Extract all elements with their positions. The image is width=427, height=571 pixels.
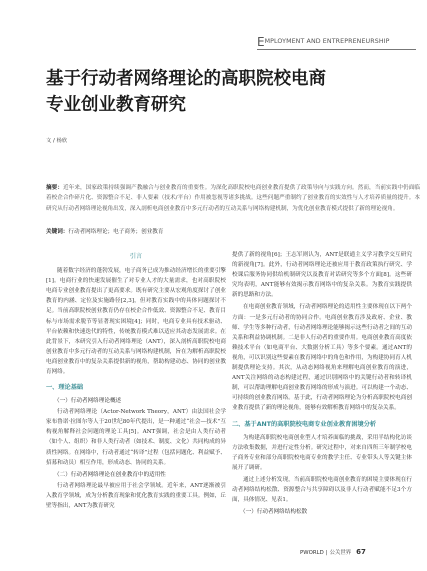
intro-paragraph: 随着数字经济的蓬勃发展，电子商务已成为推动经济增长的重要引擎[1]。电商行业的快速发展催生了对专业人才的大量需求，也对高职院校电商专业创业教育提出了更高要求。既有研究主要从宏观角度探讨了创业教育的内涵、定位及实施路径[2,3]，但对教育实践中的具体问题探讨不足。当前高职院校创业教育仍存在校企合作低效、资源整合不足、教育目标与市场需求脱节等显著现实困境[4]；同时，电商专业具有技术驱动、平台依赖和快速迭代的特性，传统教育模式难以适应其动态发展需求。在此背景下，本研究引入行动者网络理论（ANT），深入剖析高职院校电商创业教育中多元行动者的互动关系与网络构建机制，旨在为解析高职院校电商创业教育中的复杂关系提供新的视角，帮助构建动态、协同的创业教育网络。	[46, 268, 226, 376]
paragraph-ant-applicability: 行动者网络理论最早被应用于社会学领域。近年来，ANT逐渐被引入教育学领域，成为分析教育现象和优化教育实践的重要工具。例如，丘壁等指出，ANT为教育研究	[46, 482, 226, 509]
keywords-text: 行动者网络理论；电子商务；创业教育	[68, 229, 164, 235]
keywords-label: 关键词：	[46, 229, 69, 235]
section-heading-1: 一、理论基础	[46, 384, 84, 392]
footer-publication: PWORLD	[300, 550, 324, 556]
article-title-line2: 专业创业教育研究	[46, 95, 186, 115]
subsection-heading-1-1: （一）行动者网络理论概述	[54, 398, 122, 405]
keywords	[46, 227, 420, 237]
footer-separator: |	[325, 550, 328, 556]
section-tag-text: MPLOYMENT AND ENTREPRENEURSHIP	[264, 38, 390, 45]
abstract	[46, 183, 420, 214]
section-tag-rule	[257, 49, 416, 50]
section-heading-2: 二、基于ANT的高职院校电商专业创业教育困境分析	[232, 420, 377, 428]
paragraph-continued: 提供了新的视角[6]；王志军则认为，ANT是联通主义学习教学交互研究的新视角[7]。此外，行动者网络理论还被应用于教育政策执行研究、学校课后服务协同供给机制研究以及教育对话研究等多个方面[8]。这些研究均表明，ANT能够有效揭示教育网络中的复杂关系。为教育实践提供新的思路和方法。	[232, 252, 412, 299]
right-column	[232, 250, 412, 518]
paragraph-methods: 为构建高职院校电商创业型人才培养面临的挑战，采用半结构化访谈方法收集数据，并进行定性分析。研究过程中，对来自四所三年制学校电子商务专业和部分高职院校电商专业的教学主任、专业带头人等关键主体展开了调研。	[232, 434, 412, 471]
subsection-heading-1-2: （二）行动者网络理论在创业教育中的适用性	[54, 471, 166, 478]
article-title-line1: 基于行动者网络理论的高职院校电商	[46, 69, 326, 89]
page-number: 67	[356, 548, 366, 556]
abstract-text: 近年来，国家政策持续强调产教融合与创业教育的重要性。为深化高职院校电商创业教育提供了政策导向与实践方向。然而，当前实践中仍面临着校企合作碎片化、资源整合不足、非人要素（技术/平台）作用被忽视等诸多挑战。这些问题严重制约了创业教育的实效性与人才培养质量的提升。本研究从行动者网络理论视角出发，深入剖析电商创业教育中多元行动者的互动关系与网络构建机制，为优化创业教育模式提供了新的理论视角。	[46, 185, 420, 212]
paragraph-ant-ecommerce: 在电商创业教育领域，行动者网络理论的适用性主要体现在以下两个方面：一是多元行动者的协同合作。电商创业教育涉及政府、企业、教师、学生等多种行动者，行动者网络理论能够揭示这些行动者之间的互动关系和利益协调机制。二是非人行动者的重要作用。电商创业教育高度依赖技术平台（如电商平台、大数据分析工具）等多个要素。通过ANT的视角，可以识别这些要素在教育网络中的角色和作用，为构建协同育人机制提供理论支持。其次，从动态网络视角来理解电商创业教育的演进，ANT关注网络的动态构建过程，通过识别网络中的关键行动者和转译机制，可以帮助理解电商创业教育网络的形成与演进。可以构建一个动态、可持续的创业教育网络。基于此，行动者网络理论为分析高职院校电商创业教育提供了新的理论视角，能够有效解析教育网络中的复杂关系。	[232, 304, 412, 412]
paragraph-ant-overview: 行动者网络理论（Actor-Network Theory，ANT）由法国社会学家布鲁诺·拉图尔等人于20世纪80年代提出，是一种通过“社会—技术”互构视角解释社会问题的理论工具[5]。ANT强调，社会是由人类行动者（如个人、组织）和非人类行动者（如技术、制度、文化）共同构成的异质性网络。在网络中，行动者通过“转译”过程（包括问题化、利益赋予、招募和动员）相互作用，形成动态、协同的关系。	[46, 409, 226, 466]
section-tag	[257, 36, 390, 48]
section-tag-initial: E	[257, 35, 265, 49]
intro-heading: 引言	[129, 253, 143, 260]
article-title	[46, 66, 406, 118]
abstract-label: 摘要：	[46, 185, 64, 191]
subsection-heading-2-1: （一）行动者网络结构松散	[240, 509, 308, 516]
footer-publication-cn: 公关世界	[329, 550, 352, 556]
left-column	[46, 250, 226, 513]
page-footer	[300, 548, 366, 556]
author-byline: 文 / 杨欣	[46, 138, 68, 144]
paragraph-findings: 通过上述分析发现，当前高职院校电商创业教育的困境主要体现在行动者网络结构松散、资源整合与共享障碍以及非人行动者赋能不足3个方面，具体情况、见表1。	[232, 476, 412, 504]
